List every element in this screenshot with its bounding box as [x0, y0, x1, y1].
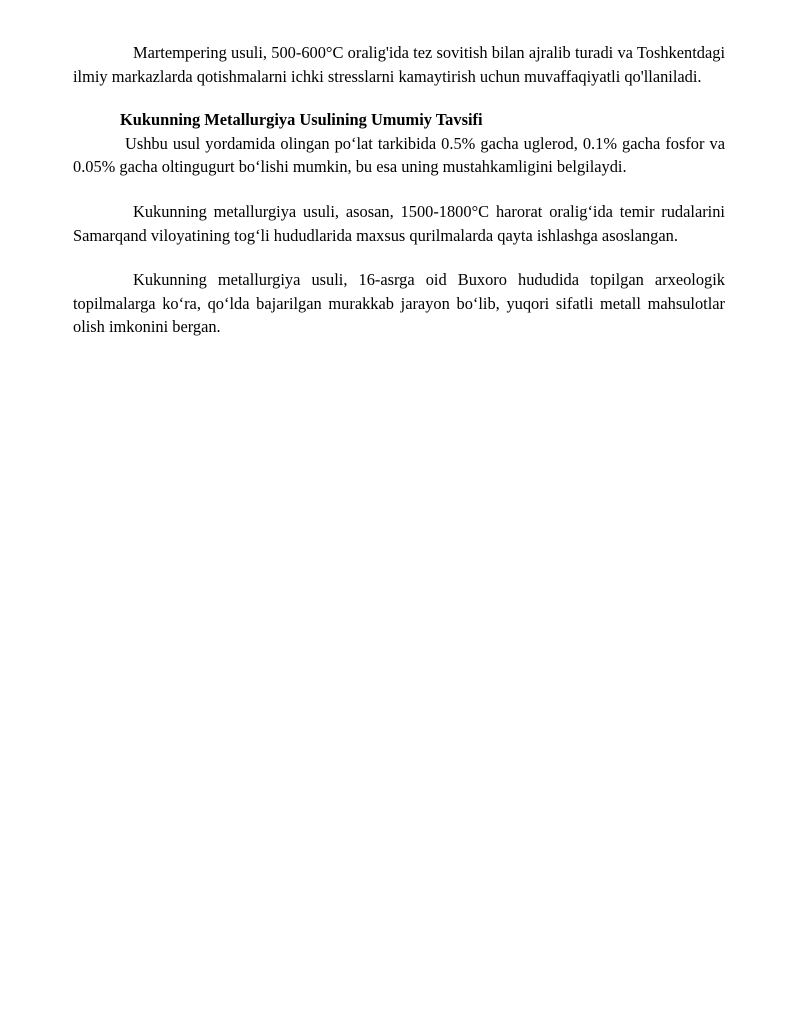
- document-page: [73, 41, 725, 339]
- section-paragraph-1: Ushbu usul yordamida olingan po‘lat tarkibida 0.5% gacha uglerod, 0.1% gacha fosfor va 0.05% gacha oltingugurt bo‘lishi mumkin, bu esa uning mustahkamligini belgilaydi.: [73, 133, 725, 177]
- section-paragraph-2: Kukunning metallurgiya usuli, asosan, 1500-1800°C harorat oralig‘ida temir rudalarini Samarqand viloyatining tog‘li hududlarida maxsus qurilmalarda qayta ishlashga asoslangan.: [73, 201, 725, 245]
- intro-paragraph: Martempering usuli, 500-600°C oralig'ida tez sovitish bilan ajralib turadi va Toshkentdagi ilmiy markazlarda qotishmalarni ichki stresslarni kamaytirish uchun muvaffaqiyatli qo'llaniladi.: [73, 43, 725, 86]
- section-paragraph-3: Kukunning metallurgiya usuli, 16-asrga oid Buxoro hududida topilgan arxeologik topilmalarga ko‘ra, qo‘lda bajarilgan murakkab jarayon bo‘lib, yuqori sifatli metall mahsulotlar olish imkonini bergan.: [73, 270, 725, 337]
- section-heading: Kukunning Metallurgiya Usulining Umumiy Tavsifi: [120, 110, 483, 130]
